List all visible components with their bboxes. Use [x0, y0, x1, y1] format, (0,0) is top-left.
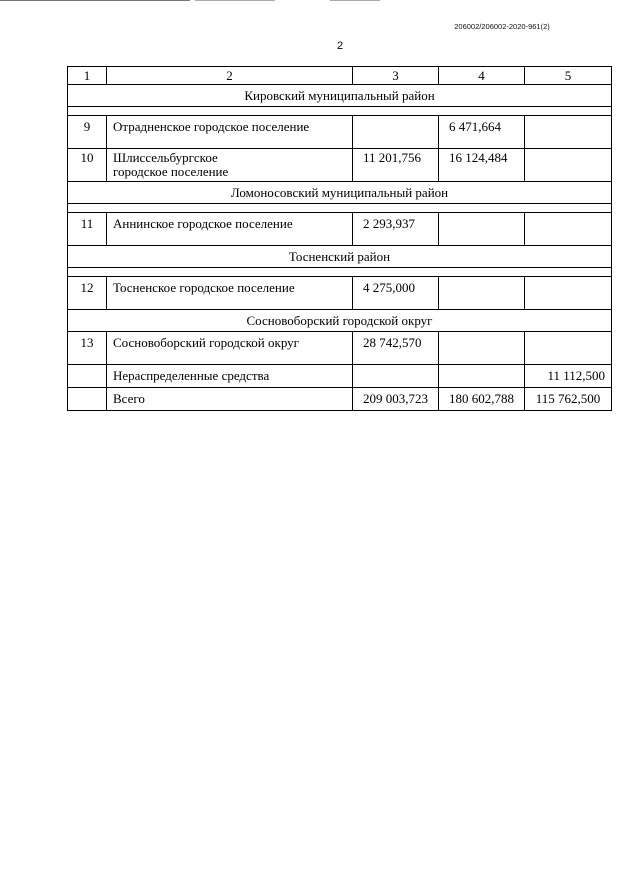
scan-artifact-line	[195, 0, 275, 1]
value-col4	[439, 213, 525, 246]
value-col4	[439, 277, 525, 310]
value-col3: 2 293,937	[353, 213, 439, 246]
column-number-cell: 3	[353, 67, 439, 85]
spacer-row	[68, 204, 612, 213]
value-col5	[525, 116, 612, 149]
spacer-row	[68, 107, 612, 116]
section-header-row	[68, 182, 612, 204]
municipality-name: Аннинское городское поселение	[107, 213, 353, 246]
table-row	[68, 332, 612, 365]
value-col5	[525, 213, 612, 246]
value-col3	[353, 365, 439, 388]
allocation-table	[67, 66, 612, 411]
value-col3: 4 275,000	[353, 277, 439, 310]
row-number: 9	[68, 116, 107, 149]
section-title: Тосненский район	[68, 246, 612, 268]
column-number-cell: 5	[525, 67, 612, 85]
section-title: Сосновоборский городской округ	[68, 310, 612, 332]
scan-artifact-line	[0, 0, 190, 1]
municipality-name: Тосненское городское поселение	[107, 277, 353, 310]
municipality-name	[107, 149, 353, 182]
table-row	[68, 277, 612, 310]
table-row	[68, 213, 612, 246]
unallocated-label: Нераспределенные средства	[107, 365, 353, 388]
row-number: 13	[68, 332, 107, 365]
municipality-name: Отрадненское городское поселение	[107, 116, 353, 149]
total-label: Всего	[107, 388, 353, 411]
section-header-row	[68, 85, 612, 107]
section-title: Ломоносовский муниципальный район	[68, 182, 612, 204]
column-number-cell: 1	[68, 67, 107, 85]
section-title: Кировский муниципальный район	[68, 85, 612, 107]
value-col3	[353, 116, 439, 149]
value-col5	[525, 149, 612, 182]
scan-artifact-line	[330, 0, 380, 1]
unallocated-row	[68, 365, 612, 388]
column-number-cell: 4	[439, 67, 525, 85]
total-col3: 209 003,723	[353, 388, 439, 411]
column-number-row	[68, 67, 612, 85]
value-col3: 28 742,570	[353, 332, 439, 365]
municipality-name-line: Шлиссельбургское	[113, 150, 218, 165]
table-row	[68, 149, 612, 182]
section-header-row	[68, 246, 612, 268]
value-col5: 11 112,500	[525, 365, 612, 388]
row-number: 11	[68, 213, 107, 246]
value-col5	[525, 332, 612, 365]
row-number: 12	[68, 277, 107, 310]
value-col3: 11 201,756	[353, 149, 439, 182]
value-col4	[439, 365, 525, 388]
total-col4: 180 602,788	[439, 388, 525, 411]
value-col4: 16 124,484	[439, 149, 525, 182]
spacer-row	[68, 268, 612, 277]
section-header-row	[68, 310, 612, 332]
document-id: 206002/206002-2020-961(2)	[454, 22, 550, 31]
column-number-cell: 2	[107, 67, 353, 85]
row-number	[68, 388, 107, 411]
municipality-name: Сосновоборский городской округ	[107, 332, 353, 365]
value-col4: 6 471,664	[439, 116, 525, 149]
total-row	[68, 388, 612, 411]
page-number: 2	[336, 40, 344, 52]
table-row	[68, 116, 612, 149]
value-col4	[439, 332, 525, 365]
row-number: 10	[68, 149, 107, 182]
total-col5: 115 762,500	[525, 388, 612, 411]
municipality-name-line: городское поселение	[113, 164, 229, 179]
row-number	[68, 365, 107, 388]
value-col5	[525, 277, 612, 310]
